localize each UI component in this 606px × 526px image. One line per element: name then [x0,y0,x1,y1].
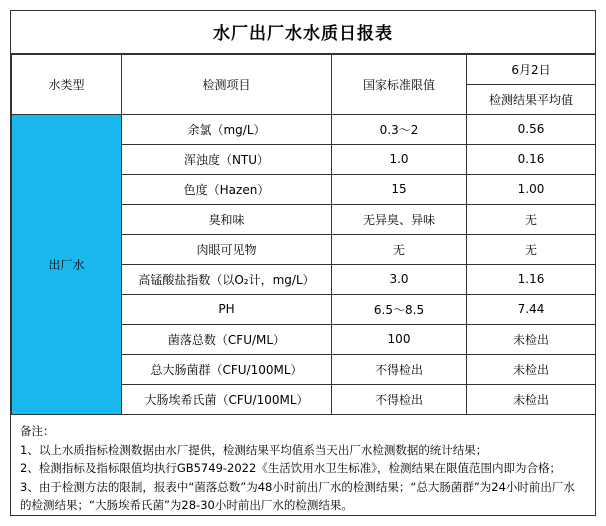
test-item-cell: PH [122,294,332,324]
standard-cell: 无异臭、异味 [332,204,467,234]
result-cell: 无 [467,204,596,234]
notes-line-2: 2、检测指标及指标限值均执行GB5749-2022《生活饮用水卫生标准》，检测结果在限值范围内即为合格； [20,461,562,476]
test-item-cell: 总大肠菌群（CFU/100ML） [122,354,332,384]
water-type-cell: 出厂水 [12,114,122,414]
result-cell: 未检出 [467,384,596,414]
table-header-row [12,54,596,84]
result-cell: 1.00 [467,174,596,204]
standard-cell: 不得检出 [332,354,467,384]
table-row [12,114,596,144]
test-item-cell: 色度（Hazen） [122,174,332,204]
standard-cell: 3.0 [332,264,467,294]
standard-cell: 不得检出 [332,384,467,414]
notes-section [11,415,595,515]
standard-cell: 0.3～2 [332,114,467,144]
notes-line-3: 3、由于检测方法的限制，报表中“菌落总数”为48小时前出厂水的检测结果；“总大肠菌群”为24小时前出厂水的检测结果；“大肠埃希氏菌”为28-30小时前出厂水的检测结果。 [20,479,575,513]
standard-cell: 1.0 [332,144,467,174]
standard-cell: 6.5～8.5 [332,294,467,324]
page-title: 水厂出厂水水质日报表 [213,24,393,45]
test-item-cell: 大肠埃希氏菌（CFU/100ML） [122,384,332,414]
test-item-cell: 臭和味 [122,204,332,234]
test-item-cell: 肉眼可见物 [122,234,332,264]
standard-cell: 15 [332,174,467,204]
result-cell: 无 [467,234,596,264]
test-item-cell: 余氯（mg/L） [122,114,332,144]
result-cell: 0.56 [467,114,596,144]
result-cell: 未检出 [467,354,596,384]
result-cell: 7.44 [467,294,596,324]
water-quality-table [11,54,596,415]
result-cell: 1.16 [467,264,596,294]
test-item-cell: 高锰酸盐指数（以O₂计，mg/L） [122,264,332,294]
header-water-type: 水类型 [12,54,122,114]
header-result-average: 检测结果平均值 [467,84,596,114]
standard-cell: 无 [332,234,467,264]
report-title-bar [11,11,595,54]
notes-label: 备注： [20,423,55,438]
header-date: 6月2日 [467,54,596,84]
standard-cell: 100 [332,324,467,354]
result-cell: 未检出 [467,324,596,354]
test-item-cell: 浑浊度（NTU） [122,144,332,174]
notes-line-1: 1、以上水质指标检测数据由水厂提供，检测结果平均值系当天出厂水检测数据的统计结果； [20,442,488,457]
header-national-standard: 国家标准限值 [332,54,467,114]
result-cell: 0.16 [467,144,596,174]
test-item-cell: 菌落总数（CFU/ML） [122,324,332,354]
report-frame [10,10,596,516]
header-test-item: 检测项目 [122,54,332,114]
